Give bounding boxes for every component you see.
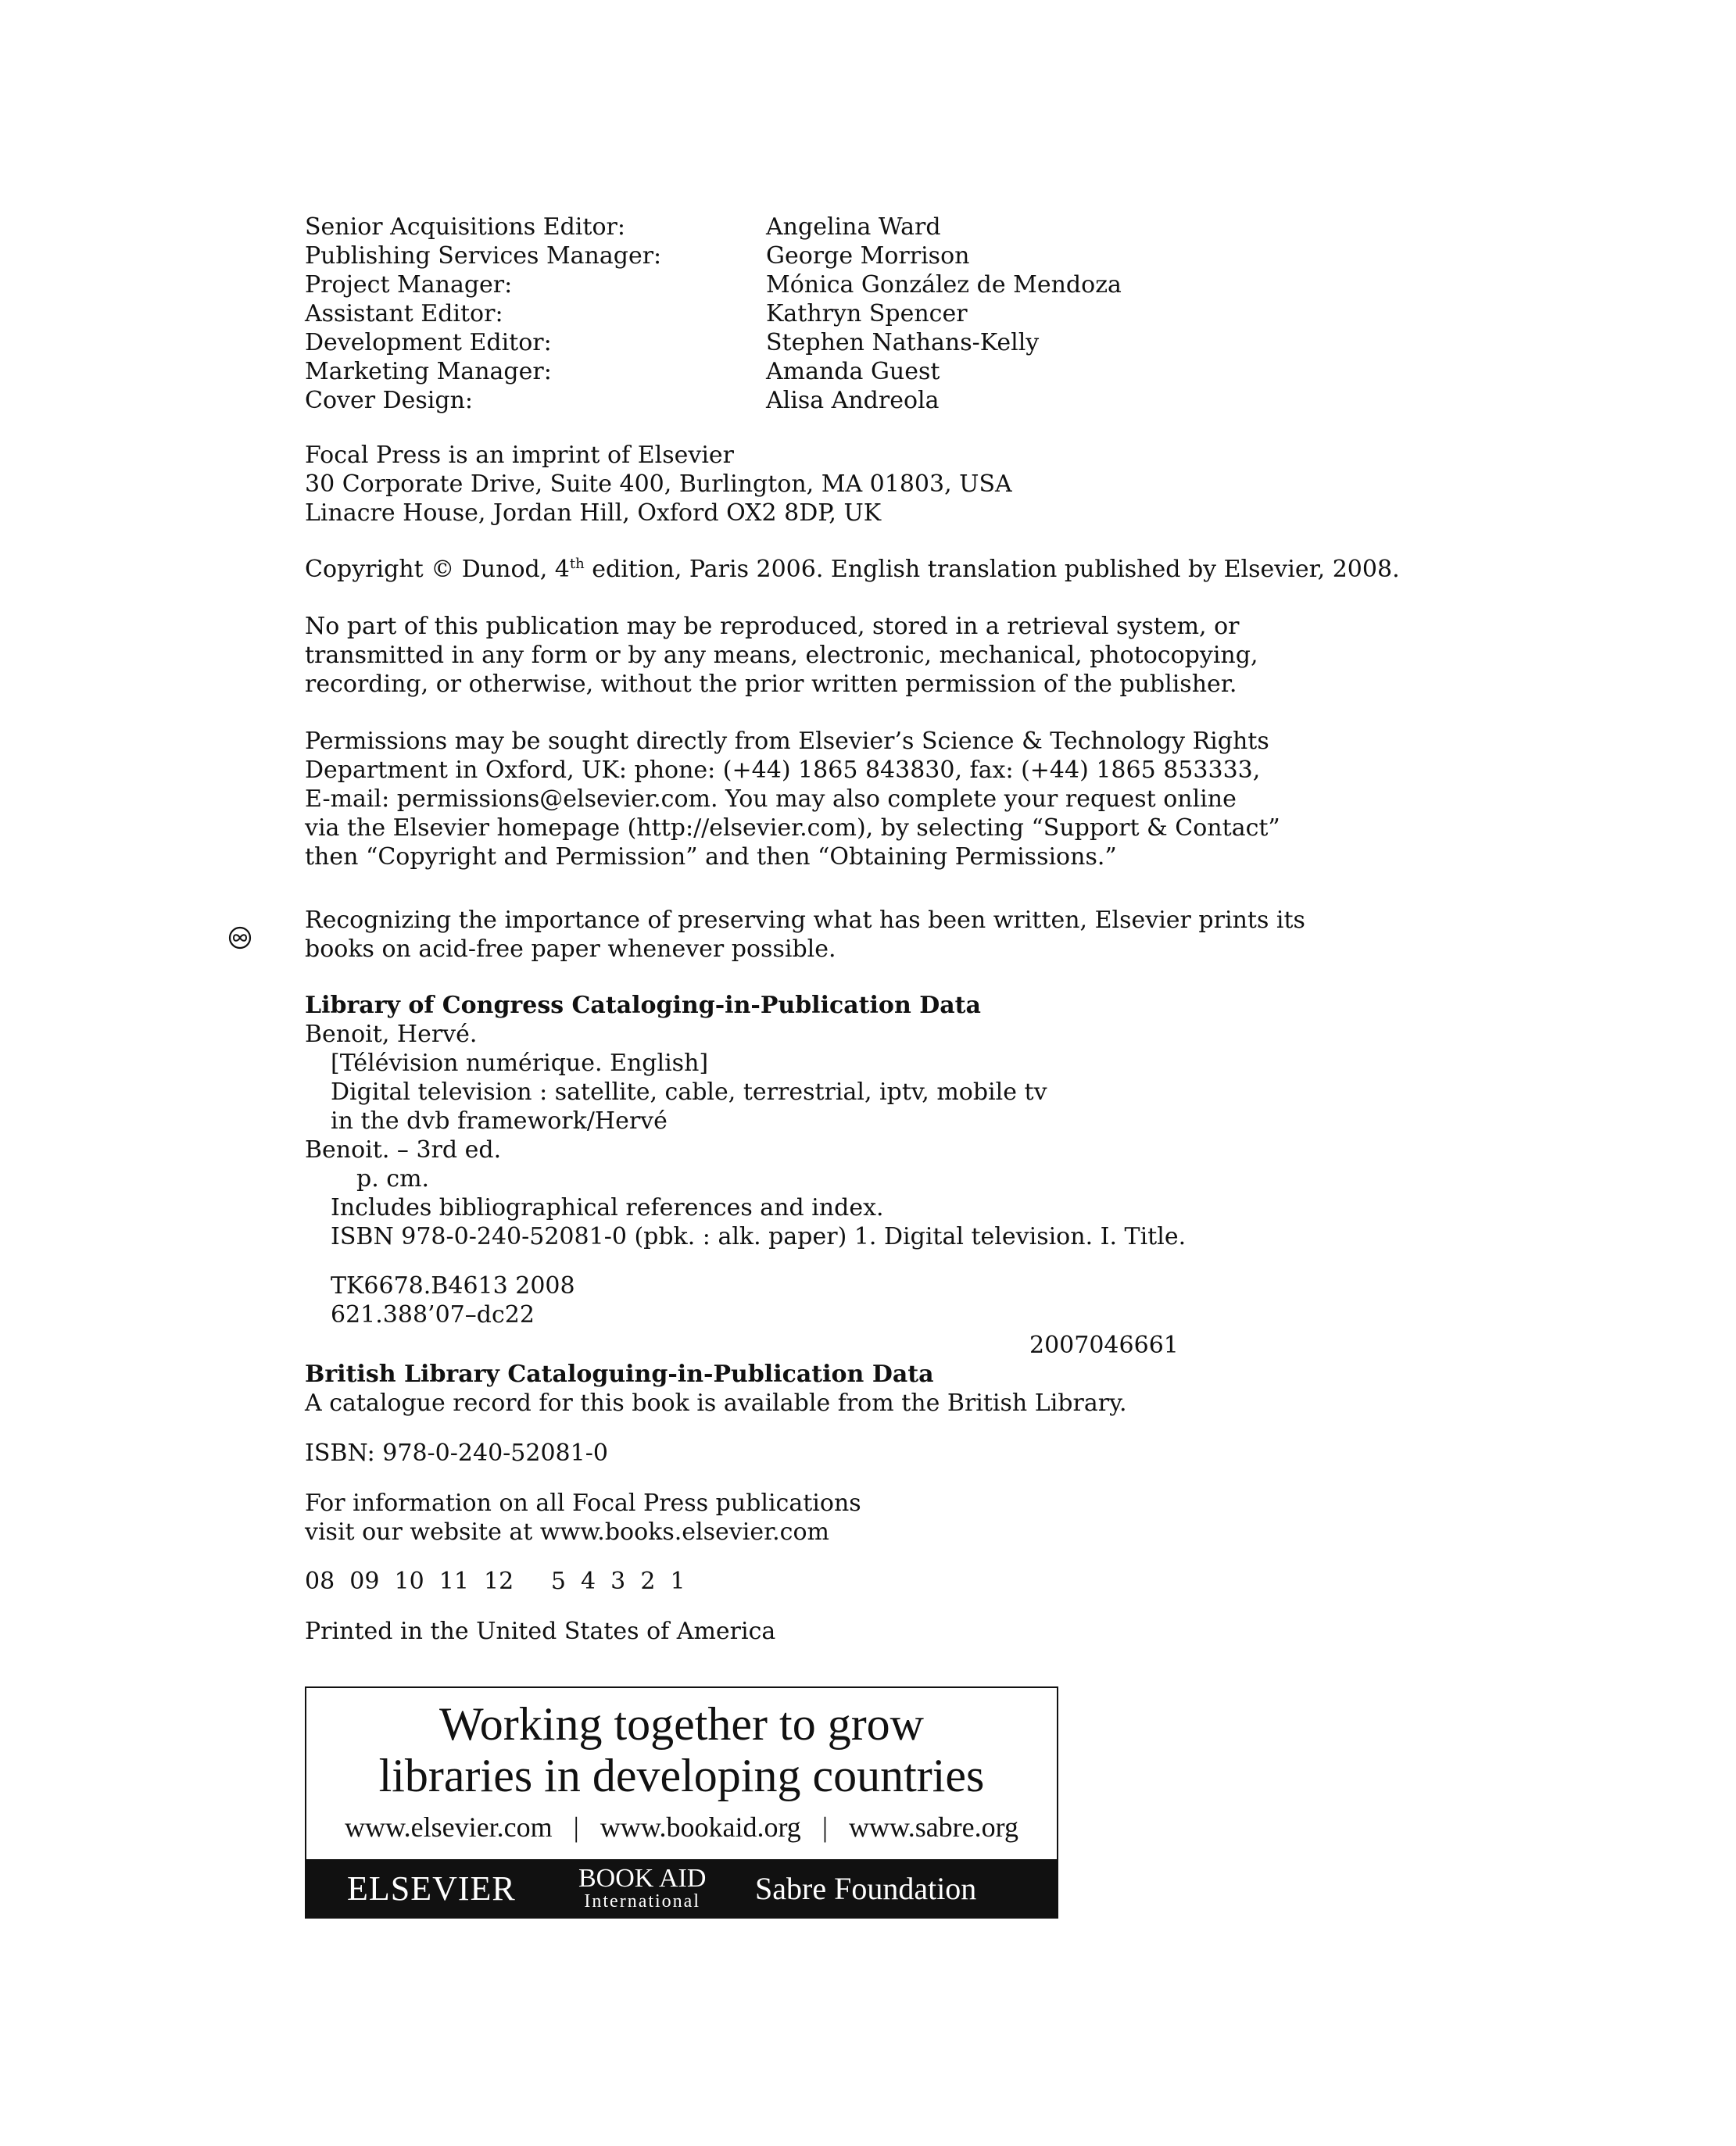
loc-line: in the dvb framework/Hervé [331, 1107, 668, 1135]
credit-name: Alisa Andreola [766, 387, 940, 414]
infinity-icon [228, 926, 252, 950]
credit-row [305, 386, 1122, 415]
credit-row [305, 357, 1122, 386]
copyright-block [305, 555, 1400, 584]
loc-line: [Télévision numérique. English] [331, 1050, 709, 1077]
rights-line: transmitted in any form or by any means, electronic, mechanical, photocopying, [305, 642, 1258, 669]
credit-row [305, 213, 1122, 241]
info-block [305, 1489, 861, 1547]
copyright-superscript: th [569, 556, 585, 572]
banner-logo-bar [306, 1859, 1057, 1917]
imprint-line: 30 Corporate Drive, Suite 400, Burlington, MA 01803, USA [305, 470, 1012, 498]
book-aid-logo-subtitle: International [584, 1891, 701, 1912]
loc-line: p. cm. [356, 1165, 430, 1193]
loc-line: Benoit. – 3rd ed. [305, 1136, 502, 1164]
elsevier-logo: ELSEVIER [347, 1869, 516, 1908]
printing-line: 08 09 10 11 12 5 4 3 2 1 [305, 1568, 685, 1595]
acid-free-line: Recognizing the importance of preserving what has been written, Elsevier prints its [305, 907, 1305, 934]
printed-block [305, 1617, 775, 1646]
credit-name: Mónica González de Mendoza [766, 271, 1122, 299]
loc-class-line: 621.388’07–dc22 [331, 1301, 535, 1329]
credit-name: Stephen Nathans-Kelly [766, 329, 1040, 356]
link-elsevier[interactable]: www.elsevier.com [345, 1812, 553, 1843]
credit-role: Development Editor: [305, 329, 552, 356]
credit-role: Marketing Manager: [305, 358, 552, 385]
permissions-line: Department in Oxford, UK: phone: (+44) 1865 843830, fax: (+44) 1865 853333, [305, 756, 1261, 784]
bl-text: A catalogue record for this book is available from the British Library. [305, 1390, 1127, 1417]
credit-name: Amanda Guest [766, 358, 940, 385]
info-line: visit our website at www.books.elsevier.com [305, 1518, 829, 1546]
permissions-block [305, 727, 1280, 871]
printed-line: Printed in the United States of America [305, 1618, 776, 1645]
credit-role: Publishing Services Manager: [305, 242, 662, 270]
banner-headline-1: Working together to grow [438, 1698, 925, 1750]
rights-line: No part of this publication may be reproduced, stored in a retrieval system, or [305, 613, 1240, 640]
imprint-line: Linacre House, Jordan Hill, Oxford OX2 8DP, UK [305, 499, 882, 527]
credit-row [305, 270, 1122, 299]
credit-row [305, 328, 1122, 357]
link-separator: | [821, 1812, 829, 1843]
banner-links [306, 1812, 1057, 1843]
bl-block [305, 1360, 1127, 1418]
credit-name: Kathryn Spencer [766, 300, 968, 327]
permissions-line: E-mail: permissions@elsevier.com. You may also complete your request online [305, 785, 1237, 813]
copyright-line [305, 555, 1400, 584]
rights-block [305, 612, 1258, 699]
isbn-block [305, 1439, 608, 1468]
credit-name: George Morrison [766, 242, 970, 270]
loc-line: Digital television : satellite, cable, terrestrial, iptv, mobile tv [331, 1078, 1047, 1106]
acid-free-block [305, 906, 1305, 964]
lccn-number: 2007046661 [1029, 1332, 1179, 1359]
credit-row [305, 241, 1122, 270]
link-bookaid[interactable]: www.bookaid.org [600, 1812, 801, 1843]
permissions-line: via the Elsevier homepage (http://elsevier.com), by selecting “Support & Contact” [305, 814, 1280, 842]
link-sabre[interactable]: www.sabre.org [849, 1812, 1018, 1843]
copyright-text: Copyright © Dunod, 4 [305, 556, 570, 583]
loc-line: Includes bibliographical references and index. [331, 1194, 884, 1221]
loc-class-line: TK6678.B4613 2008 [331, 1272, 575, 1300]
credit-role: Project Manager: [305, 271, 513, 299]
rights-line: recording, or otherwise, without the prior written permission of the publisher. [305, 671, 1237, 698]
link-separator: | [573, 1812, 579, 1843]
credit-role: Cover Design: [305, 387, 474, 414]
info-line: For information on all Focal Press publications [305, 1490, 861, 1517]
loc-line: Benoit, Hervé. [305, 1021, 478, 1048]
loc-line: ISBN 978-0-240-52081-0 (pbk. : alk. paper) 1. Digital television. I. Title. [331, 1223, 1187, 1250]
imprint-line: Focal Press is an imprint of Elsevier [305, 442, 735, 469]
book-aid-logo-title: BOOK AID [578, 1864, 707, 1893]
credit-row [305, 299, 1122, 328]
printing-block [305, 1567, 685, 1596]
banner-headline-2: libraries in developing countries [378, 1750, 985, 1801]
sabre-foundation-logo: Sabre Foundation [755, 1870, 977, 1906]
copyright-text-rest: edition, Paris 2006. English translation published by Elsevier, 2008. [584, 556, 1400, 583]
loc-class-block [305, 1272, 575, 1329]
book-aid-logo [578, 1859, 706, 1917]
permissions-line: then “Copyright and Permission” and then “Obtaining Permissions.” [305, 843, 1117, 871]
loc-block [305, 991, 1186, 1251]
isbn-line: ISBN: 978-0-240-52081-0 [305, 1440, 608, 1467]
credit-name: Angelina Ward [766, 213, 941, 241]
credit-role: Senior Acquisitions Editor: [305, 213, 625, 241]
bl-heading: British Library Cataloguing-in-Publication Data [305, 1361, 934, 1388]
loc-heading: Library of Congress Cataloging-in-Publication Data [305, 992, 981, 1019]
credit-role: Assistant Editor: [305, 300, 503, 327]
credits-list [305, 213, 1122, 415]
imprint-block [305, 441, 1012, 528]
acid-free-line: books on acid-free paper whenever possible. [305, 935, 836, 963]
permissions-line: Permissions may be sought directly from Elsevier’s Science & Technology Rights [305, 728, 1269, 755]
book-aid-banner [305, 1686, 1058, 1919]
